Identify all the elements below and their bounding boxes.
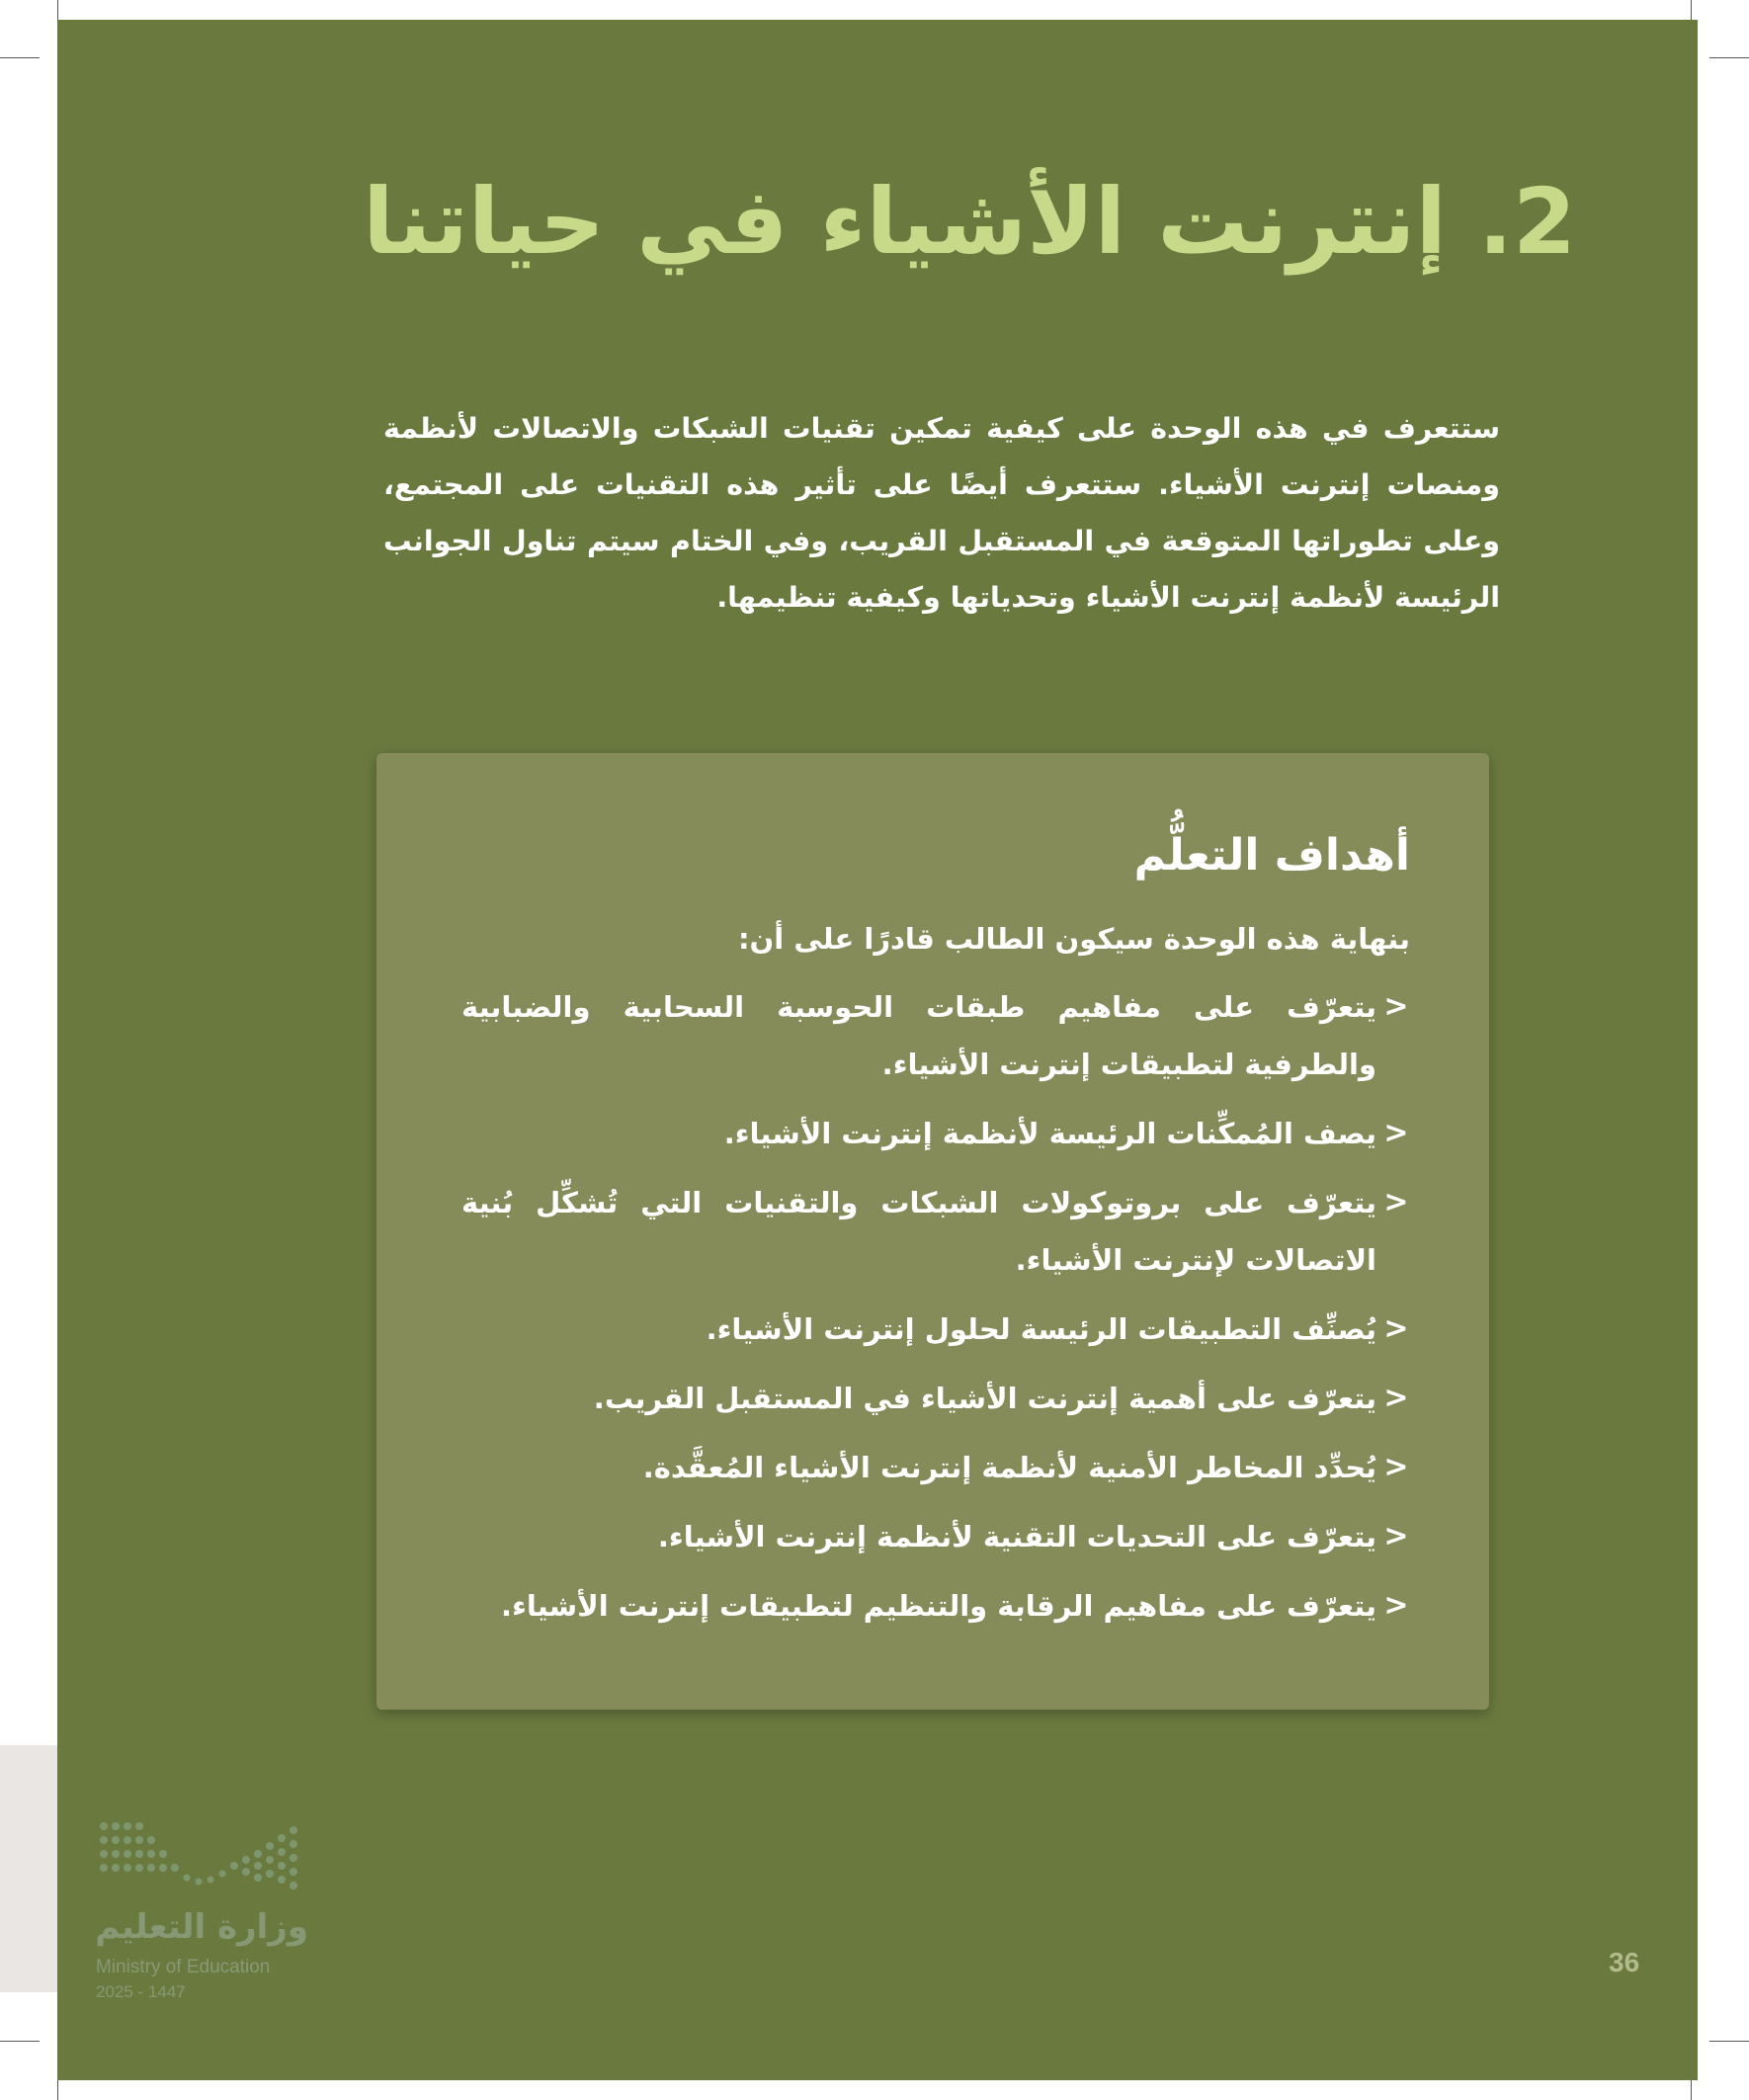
objectives-list (461, 978, 1410, 1646)
learning-objectives-box (376, 753, 1489, 1710)
chevron-left-icon: < (1383, 1381, 1409, 1415)
list-item (461, 978, 1410, 1093)
chevron-left-icon: < (1383, 1116, 1409, 1150)
objective-text: يُحدِّد المخاطر الأمنية لأنظمة إنترنت الأشياء المُعقَّدة. (642, 1451, 1376, 1484)
objective-text: يتعرّف على مفاهيم طبقات الحوسبة السحابية والضبابية والطرفية لتطبيقات إنترنت الأشياء. (461, 990, 1376, 1081)
objective-text: يتعرّف على أهمية إنترنت الأشياء في المستقبل القريب. (593, 1382, 1376, 1415)
chevron-left-icon: < (1383, 989, 1409, 1024)
ministry-name-arabic: وزارة التعليم (95, 1907, 308, 1947)
objective-text: يصف المُمكِّنات الرئيسة لأنظمة إنترنت الأشياء. (723, 1117, 1376, 1150)
list-item (461, 1301, 1410, 1358)
list-item (461, 1105, 1410, 1162)
crop-mark (1709, 57, 1749, 58)
chevron-left-icon: < (1383, 1185, 1409, 1219)
page-number: 36 (1609, 1947, 1640, 1977)
crop-mark (0, 57, 40, 58)
ministry-name-english: Ministry of Education (96, 1957, 271, 1977)
ministry-logo (96, 1816, 308, 2014)
list-item (461, 1370, 1410, 1427)
objectives-title: أهداف التعلُّم (1133, 830, 1410, 881)
page-title: 2. إنترنت الأشياء في حياتنا (363, 169, 1576, 275)
ministry-dots-logo-icon (96, 1816, 308, 1905)
objective-text: يتعرّف على التحديات التقنية لأنظمة إنترنت الأشياء. (657, 1520, 1376, 1554)
list-item (461, 1439, 1410, 1496)
side-strip (0, 1745, 57, 1992)
objective-text: يتعرّف على بروتوكولات الشبكات والتقنيات التي تُشكِّل بُنية الاتصالات لإنترنت الأشياء. (461, 1186, 1376, 1277)
chevron-left-icon: < (1383, 1450, 1409, 1484)
objectives-lead: بنهاية هذه الوحدة سيكون الطالب قادرًا على أن: (737, 922, 1410, 956)
ministry-year: 2025 - 1447 (96, 1982, 186, 2001)
crop-mark (0, 2041, 40, 2042)
list-item (461, 1508, 1410, 1565)
chevron-left-icon: < (1383, 1519, 1409, 1554)
crop-mark (1709, 2041, 1749, 2042)
objective-text: يُصنِّف التطبيقات الرئيسة لحلول إنترنت الأشياء. (706, 1312, 1376, 1346)
list-item (461, 1577, 1410, 1635)
chevron-left-icon: < (1383, 1311, 1409, 1346)
list-item (461, 1174, 1410, 1289)
chevron-left-icon: < (1383, 1588, 1409, 1623)
objective-text: يتعرّف على مفاهيم الرقابة والتنظيم لتطبيقات إنترنت الأشياء. (501, 1589, 1376, 1623)
intro-paragraph: ستتعرف في هذه الوحدة على كيفية تمكين تقنيات الشبكات والاتصالات لأنظمة ومنصات إنترنت الأشياء. ستتعرف أيضًا على تأثير هذه التقنيات على المجتمع، وعلى تطوراتها المتوقعة في المستقبل القريب، وفي الختام سيتم تناول الجوانب الرئيسة لأنظمة إنترنت الأشياء وتحدياتها وكيفية تنظيمها. (383, 412, 1500, 614)
